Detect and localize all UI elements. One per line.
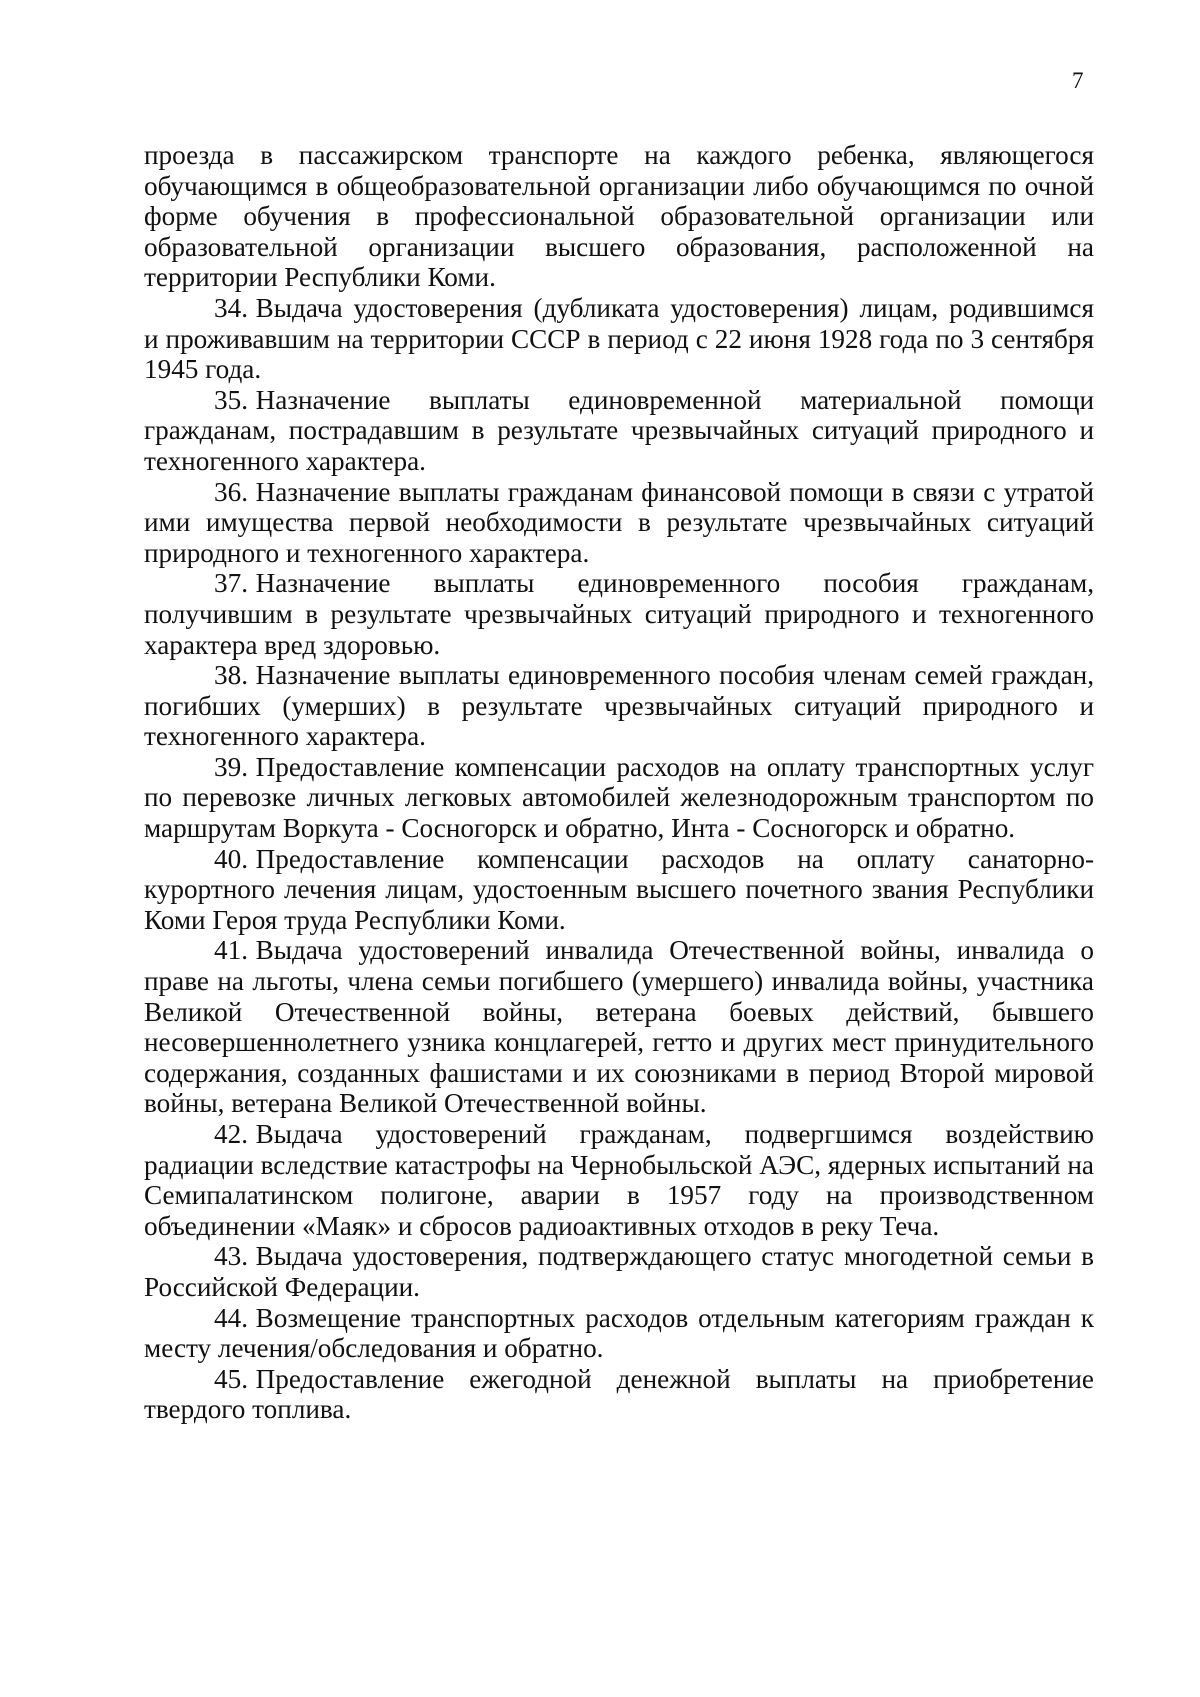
- item-text: Предоставление компенсации расходов на оплату транспортных услуг по перевозке личных легковых автомобилей железнодорожным транспортом по маршрутам Воркута - Сосногорск и обратно, Инта - Сосногорск и обратно.: [144, 751, 1094, 844]
- list-item: [144, 1303, 1094, 1364]
- list-item: [144, 385, 1094, 477]
- list-item: [144, 1241, 1094, 1302]
- item-text: Предоставление ежегодной денежной выплаты на приобретение твердого топлива.: [144, 1363, 1094, 1425]
- item-text: Назначение выплаты гражданам финансовой помощи в связи с утратой ими имущества первой необходимости в результате чрезвычайных ситуаций природного и техногенного характера.: [144, 476, 1094, 568]
- item-text: Предоставление компенсации расходов на оплату санаторно-курортного лечения лицам, удостоенным высшего почетного звания Республики Коми Героя труда Республики Коми.: [144, 843, 1094, 935]
- list-item: [144, 660, 1094, 752]
- continuation-paragraph: проезда в пассажирском транспорте на каждого ребенка, являющегося обучающимся в общеобразовательной организации либо обучающимся по очной форме обучения в профессиональной образовательной организации или образовательной организации высшего образования, расположенной на территории Республики Коми.: [144, 140, 1094, 293]
- item-number: 44.: [214, 1302, 248, 1333]
- item-text: Выдача удостоверений инвалида Отечественной войны, инвалида о праве на льготы, члена семьи погибшего (умершего) инвалида войны, участника Великой Отечественной войны, ветерана боевых действий, бывшего несовершеннолетнего узника концлагерей, гетто и других мест принудительного содержания, созданных фашистами и их союзниками в период Второй мировой войны, ветерана Великой Отечественной войны.: [144, 935, 1094, 1119]
- page-number: 7: [1072, 68, 1084, 93]
- item-number: 39.: [214, 751, 248, 782]
- item-text: Назначение выплаты единовременного пособия членам семей граждан, погибших (умерших) в результате чрезвычайных ситуаций природного и техногенного характера.: [144, 660, 1094, 752]
- item-number: 35.: [214, 384, 248, 415]
- item-text: Возмещение транспортных расходов отдельным категориям граждан к месту лечения/обследования и обратно.: [144, 1302, 1094, 1364]
- document-body: [144, 140, 1094, 1425]
- item-text: Назначение выплаты единовременной материальной помощи гражданам, пострадавшим в результате чрезвычайных ситуаций природного и техногенного характера.: [144, 384, 1094, 476]
- list-item: [144, 935, 1094, 1119]
- list-item: [144, 477, 1094, 569]
- item-text: Назначение выплаты единовременного пособия гражданам, получившим в результате чрезвычайных ситуаций природного и техногенного характера вред здоровью.: [144, 568, 1094, 660]
- item-number: 37.: [214, 568, 248, 599]
- list-item: [144, 1119, 1094, 1241]
- list-item: [144, 1364, 1094, 1425]
- item-number: 43.: [214, 1241, 248, 1272]
- list-item: [144, 293, 1094, 385]
- item-number: 40.: [214, 843, 248, 874]
- item-text: Выдача удостоверений гражданам, подвергшимся воздействию радиации вследствие катастрофы на Чернобыльской АЭС, ядерных испытаний на Семипалатинском полигоне, аварии в 1957 году на производственном объединении «Маяк» и сбросов радиоактивных отходов в реку Теча.: [144, 1119, 1094, 1241]
- item-number: 45.: [214, 1363, 248, 1394]
- list-item: [144, 568, 1094, 660]
- list-item: [144, 752, 1094, 844]
- item-number: 42.: [214, 1119, 248, 1149]
- item-number: 36.: [214, 476, 248, 507]
- item-text: Выдача удостоверения, подтверждающего статус многодетной семьи в Российской Федерации.: [144, 1241, 1094, 1302]
- item-number: 34.: [214, 292, 248, 323]
- item-text: Выдача удостоверения (дубликата удостоверения) лицам, родившимся и проживавшим на территории СССР в период с 22 июня 1928 года по 3 сентября 1945 года.: [144, 292, 1094, 385]
- list-item: [144, 844, 1094, 936]
- item-number: 38.: [214, 660, 248, 691]
- item-number: 41.: [214, 935, 248, 966]
